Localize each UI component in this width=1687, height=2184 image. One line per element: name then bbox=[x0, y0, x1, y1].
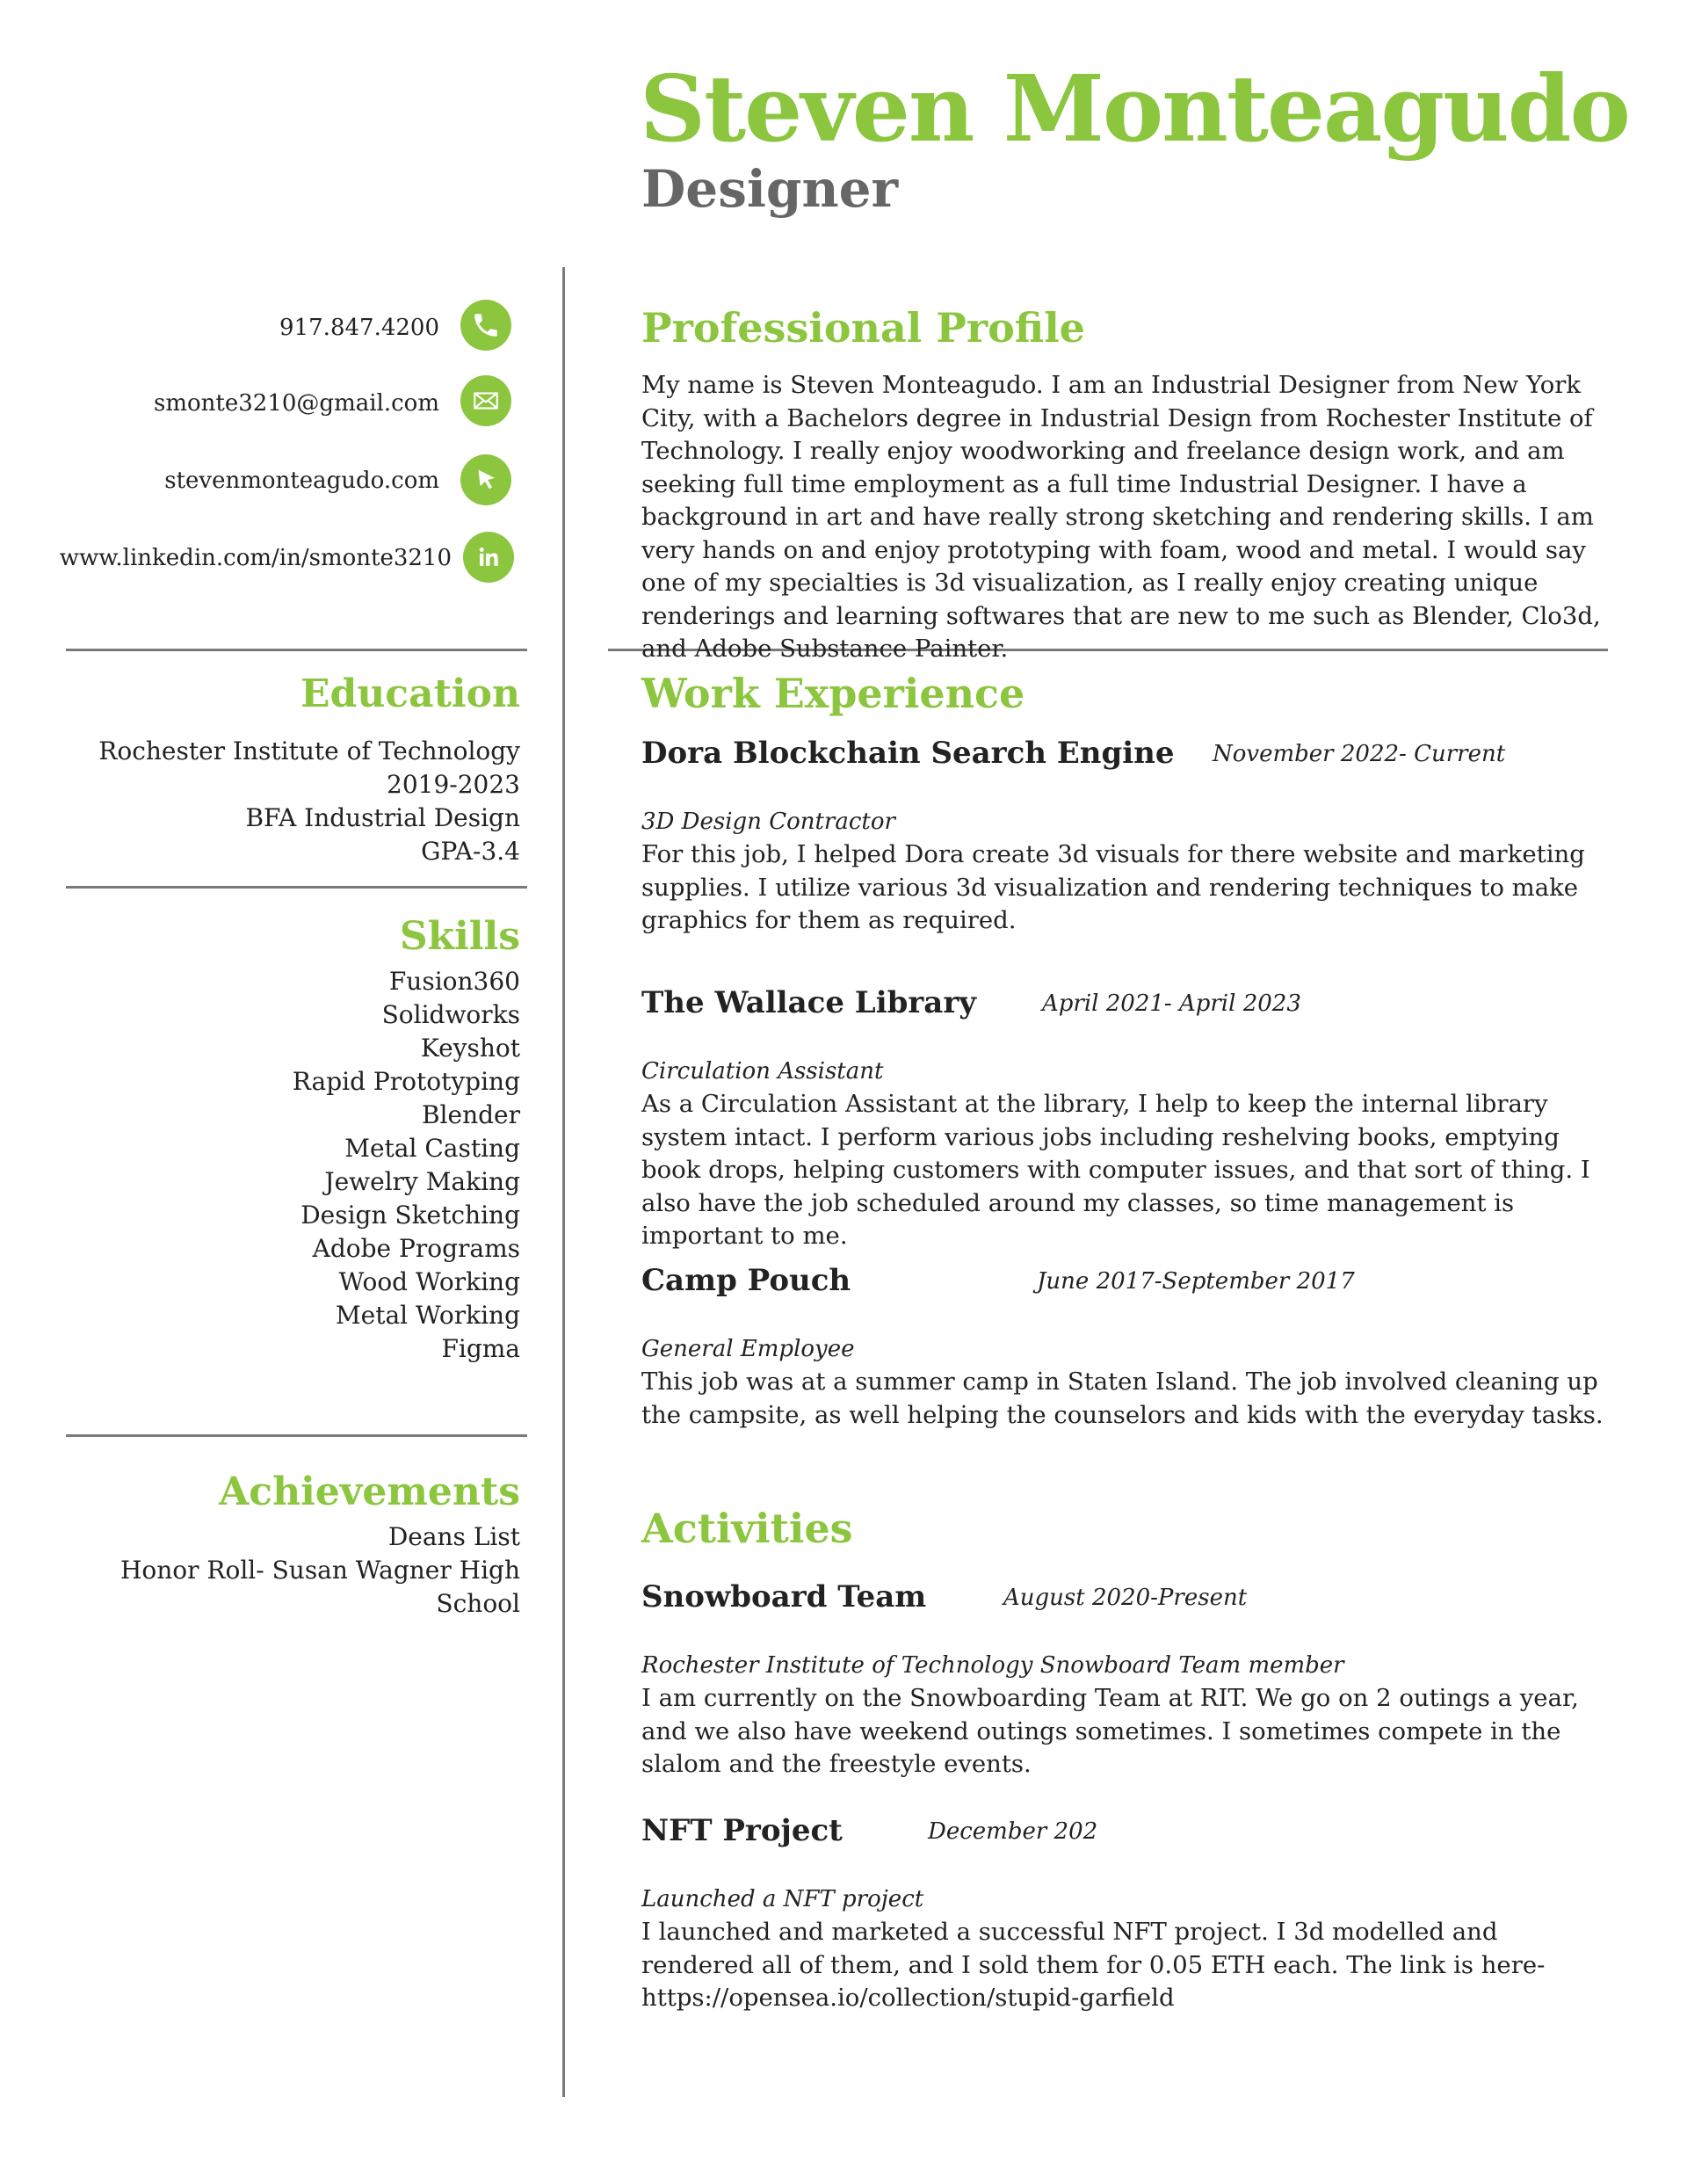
job-dates: November 2022- Current bbox=[1213, 741, 1506, 767]
achievements-heading: Achievements bbox=[219, 1469, 520, 1514]
job-role: 3D Design Contractor bbox=[641, 809, 895, 835]
skill-item: Metal Casting bbox=[344, 1134, 520, 1163]
mail-icon bbox=[460, 375, 511, 426]
phone-icon bbox=[460, 300, 511, 351]
activities-heading: Activities bbox=[641, 1505, 853, 1552]
education-line: GPA-3.4 bbox=[421, 837, 520, 866]
skills-list bbox=[28, 965, 520, 1366]
work-heading: Work Experience bbox=[641, 670, 1025, 717]
job-role: General Employee bbox=[641, 1336, 855, 1362]
job-description: As a Circulation Assistant at the library, I help to keep the internal library system intact. I perform various jobs including reshelving books, emptying book drops, helping customers with computer issues, and that sort of thing. I also have the job scheduled around my classes, so time management is important to me. bbox=[641, 1090, 1590, 1250]
education-list bbox=[28, 735, 520, 868]
activity-role: Launched a NFT project bbox=[641, 1886, 924, 1912]
profile-heading: Professional Profile bbox=[641, 304, 1085, 352]
skill-item: Metal Working bbox=[335, 1301, 520, 1330]
job-description: For this job, I helped Dora create 3d visuals for there website and marketing supplies. I utilize various 3d visualization and rendering techniques to make graphics for them as required. bbox=[641, 840, 1585, 934]
skill-item: Jewelry Making bbox=[324, 1167, 520, 1196]
contact-phone[interactable]: 917.847.4200 bbox=[279, 315, 439, 341]
job-dates: June 2017-September 2017 bbox=[1037, 1268, 1355, 1295]
job-company: Camp Pouch bbox=[641, 1263, 851, 1298]
resume-title: Designer bbox=[641, 159, 899, 219]
resume-name: Steven Monteagudo bbox=[640, 54, 1629, 163]
skill-item: Wood Working bbox=[338, 1267, 520, 1296]
cursor-icon bbox=[460, 454, 511, 505]
column-divider bbox=[562, 267, 565, 2097]
skill-item: Fusion360 bbox=[388, 967, 520, 996]
job-role: Circulation Assistant bbox=[641, 1058, 884, 1085]
contact-email[interactable]: smonte3210@gmail.com bbox=[154, 390, 439, 417]
divider-skills bbox=[66, 1434, 527, 1437]
activity-description: I am currently on the Snowboarding Team at RIT. We go on 2 outings a year, and we also have weekend outings sometimes. I sometimes compete in the slalom and the freestyle events. bbox=[641, 1684, 1579, 1778]
activity-name: Snowboard Team bbox=[641, 1579, 927, 1614]
activity-description: I launched and marketed a successful NFT project. I 3d modelled and rendered all of them, and I sold them for 0.05 ETH each. The link is here- https://opensea.io/collection/stupid-garfield bbox=[641, 1918, 1546, 2012]
profile-text: My name is Steven Monteagudo. I am an Industrial Designer from New York City, with a Bachelors degree in Industrial Design from Rochester Institute of Technology. I really enjoy woodworking and freelance design work, and am seeking full time employment as a full time Industrial Designer. I have a background in art and have really strong sketching and rendering skills. I am very hands on and enjoy prototyping with foam, wood and metal. I would say one of my specialties is 3d visualization, as I really enjoy creating unique renderings and learning softwares that are new to me such as Blender, Clo3d, and Adobe Substance Painter. bbox=[641, 371, 1601, 663]
achievement-line: School bbox=[436, 1589, 520, 1618]
contact-linkedin[interactable]: www.linkedin.com/in/smonte3210 bbox=[59, 545, 452, 571]
skills-heading: Skills bbox=[399, 914, 520, 959]
skill-item: Blender bbox=[421, 1100, 520, 1129]
skill-item: Keyshot bbox=[420, 1034, 520, 1063]
skill-item: Rapid Prototyping bbox=[292, 1067, 520, 1096]
divider-contact bbox=[66, 649, 527, 651]
job-company: The Wallace Library bbox=[641, 985, 976, 1020]
linkedin-icon bbox=[463, 532, 514, 583]
achievement-line: Honor Roll- Susan Wagner High bbox=[119, 1556, 520, 1585]
job-company: Dora Blockchain Search Engine bbox=[641, 736, 1175, 771]
activity-name: NFT Project bbox=[641, 1813, 843, 1848]
contact-website[interactable]: stevenmonteagudo.com bbox=[164, 468, 439, 494]
skill-item: Figma bbox=[441, 1334, 520, 1363]
skill-item: Solidworks bbox=[381, 1000, 520, 1029]
education-line: BFA Industrial Design bbox=[245, 803, 520, 832]
skill-item: Design Sketching bbox=[300, 1201, 520, 1230]
job-description: This job was at a summer camp in Staten Island. The job involved cleaning up the campsite, as well helping the counselors and kids with the everyday tasks. bbox=[641, 1368, 1604, 1429]
job-dates: April 2021- April 2023 bbox=[1042, 990, 1301, 1017]
skill-item: Adobe Programs bbox=[312, 1234, 520, 1263]
activity-role: Rochester Institute of Technology Snowboard Team member bbox=[641, 1652, 1344, 1679]
achievements-list bbox=[28, 1520, 520, 1621]
activity-dates: December 202 bbox=[928, 1818, 1098, 1845]
activity-dates: August 2020-Present bbox=[1003, 1585, 1248, 1611]
education-line: 2019-2023 bbox=[387, 770, 520, 799]
education-heading: Education bbox=[300, 671, 520, 716]
education-line: Rochester Institute of Technology bbox=[98, 736, 520, 765]
achievement-line: Deans List bbox=[387, 1522, 520, 1551]
divider-education bbox=[66, 886, 527, 889]
